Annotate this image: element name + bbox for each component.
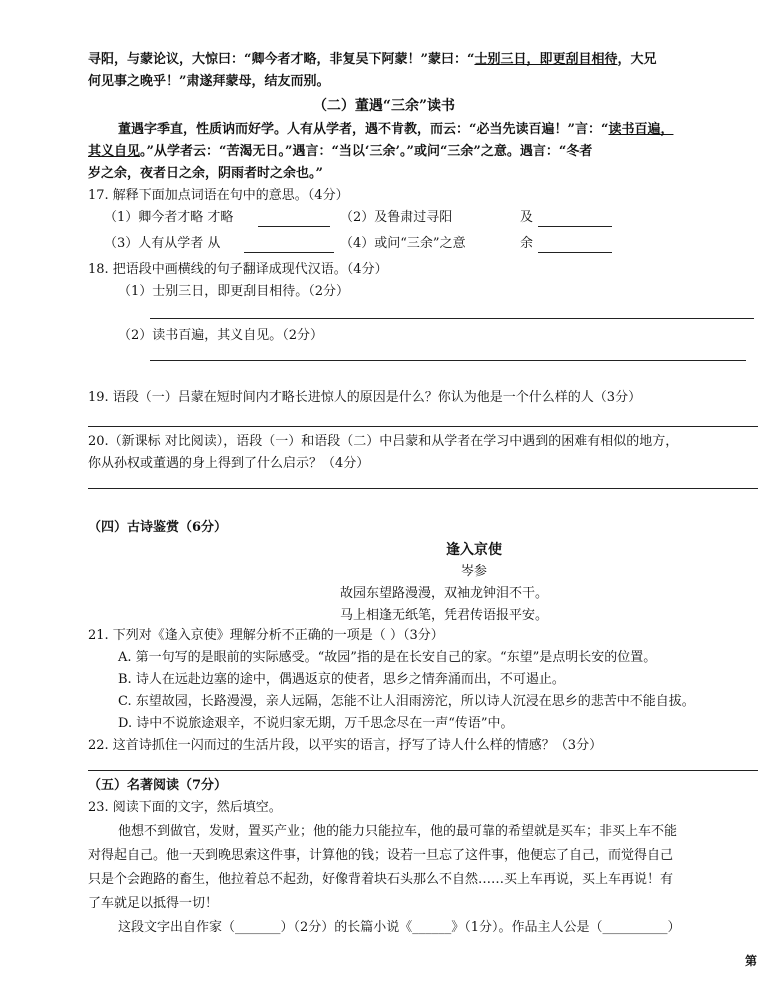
q17-item1: （1）卿今者才略 才略: [104, 210, 234, 225]
q17-answer-line-4[interactable]: [538, 252, 612, 253]
q19-answer-line[interactable]: [88, 426, 758, 427]
passage2-text-b: 。”从学者云：“苦渴无日。”遇言：“当以‘三余’。”或问“三余”之意。遇言：“冬者: [140, 144, 593, 159]
q17-answer-line-3[interactable]: [244, 252, 334, 253]
underlined-sentence-1: 士别三日，即更刮目相待: [474, 52, 618, 67]
q19-stem: 19. 语段（一）吕蒙在短时间内才略长进惊人的原因是什么？你认为他是一个什么样的人（3分）: [88, 390, 642, 405]
q18-answer-line-2[interactable]: [150, 360, 746, 361]
q18-answer-line-1[interactable]: [150, 318, 754, 319]
q21-option-b[interactable]: B. 诗人在远赴边塞的途中，偶遇返京的使者，思乡之情奔涌而出，不可遏止。: [118, 672, 565, 687]
passage1-line2: 何见事之晚乎！”肃遂拜蒙母，结友而别。: [88, 74, 330, 89]
passage2-line2: [88, 142, 592, 162]
poem-line-2: 马上相逢无纸笔，凭君传语报平安。: [340, 608, 549, 623]
q22-stem: 22. 这首诗抓住一闪而过的生活片段，以平实的语言，抒写了诗人什么样的情感？（3分）: [88, 738, 603, 753]
passage2-text: 董遇字季直，性质讷而好学。人有从学者，遇不肯教，而云：“必当先读百遍！”言：“: [118, 122, 609, 137]
passage2-line1: [118, 120, 673, 140]
novel-para-line1: 他想不到做官，发财，置买产业；他的能力只能拉车，他的最可靠的希望就是买车；非买上车不能: [118, 824, 678, 839]
q18-sub2: （2）读书百遍，其义自见。（2分）: [118, 328, 324, 343]
q17-item2: （2）及鲁肃过寻阳: [340, 210, 453, 225]
underlined-sentence-2b: 其义自见: [88, 144, 141, 159]
section2-title: （二）董遇“三余”读书: [312, 98, 456, 114]
section4-title: （四）古诗鉴赏（6分）: [88, 520, 228, 535]
q18-stem: 18. 把语段中画横线的句子翻译成现代汉语。（4分）: [88, 262, 388, 277]
q17-stem: 17. 解释下面加点词语在句中的意思。（4分）: [88, 188, 349, 203]
poem-author: 岑参: [460, 564, 487, 579]
passage1-line1: [88, 50, 656, 70]
q18-sub1: （1）士别三日，即更刮目相待。（2分）: [118, 284, 350, 299]
poem-line-1: 故园东望路漫漫，双袖龙钟泪不干。: [340, 586, 549, 601]
novel-para-line3: 只是个会跑路的畜生，他拉着总不起劲，好像背着块石头那么不自然……买上车再说，买上车再说！有: [88, 872, 674, 887]
passage1-text: 寻阳，与蒙论议，大惊曰：“卿今者才略，非复吴下阿蒙！”蒙曰：“: [88, 52, 475, 67]
q17-answer-line-2[interactable]: [538, 226, 612, 227]
q22-answer-line[interactable]: [88, 770, 758, 771]
q17-answer-line-1[interactable]: [258, 226, 330, 227]
q17-item4: （4）或问“三余”之意: [340, 236, 466, 251]
q21-option-a[interactable]: A. 第一句写的是眼前的实际感受。“故园”指的是在长安自己的家。“东望”是点明长安的位置。: [118, 650, 657, 665]
section5-title: （五）名著阅读（7分）: [88, 778, 228, 793]
q21-stem: 21. 下列对《逢入京使》理解分析不正确的一项是（ ）（3分）: [88, 628, 444, 643]
novel-para-line2: 对得起自己。他一天到晚思索这件事，计算他的钱；设若一旦忘了这件事，他便忘了自己，而觉得自己: [88, 848, 674, 863]
q23-fill-blanks[interactable]: 这段文字出自作家（_______）（2分）的长篇小说《______》（1分）。作品主人公是（__________）: [118, 920, 681, 935]
q17-item4-word: 余: [520, 236, 534, 251]
underlined-sentence-2a: 读书百遍，: [608, 122, 674, 137]
poem-title: 逢入京使: [446, 542, 502, 558]
q21-option-c[interactable]: C. 东望故园，长路漫漫，亲人远隔，怎能不让人泪雨滂沱，所以诗人沉浸在思乡的悲苦中不能自拔。: [118, 694, 695, 709]
q17-item2-word: 及: [520, 210, 534, 225]
page-number-mark: 第: [745, 954, 758, 968]
q23-stem: 23. 阅读下面的文字，然后填空。: [88, 800, 282, 815]
passage2-line3: 岁之余，夜者日之余，阴雨者时之余也。”: [88, 166, 323, 181]
passage1-text-tail: ，大兄: [617, 52, 657, 67]
novel-para-line4: 了车就足以抵得一切！: [88, 896, 219, 911]
q20-line2: 你从孙权或董遇的身上得到了什么启示？（4分）: [88, 456, 370, 471]
q21-option-d[interactable]: D. 诗中不说旅途艰辛，不说归家无期，万千思念尽在一声“传语”中。: [118, 716, 514, 731]
q20-line1: 20.（新课标 对比阅读），语段（一）和语段（二）中吕蒙和从学者在学习中遇到的困难有相似的地方，: [88, 434, 679, 449]
q17-item3: （3）人有从学者 从: [104, 236, 221, 251]
q20-answer-line[interactable]: [88, 488, 758, 489]
